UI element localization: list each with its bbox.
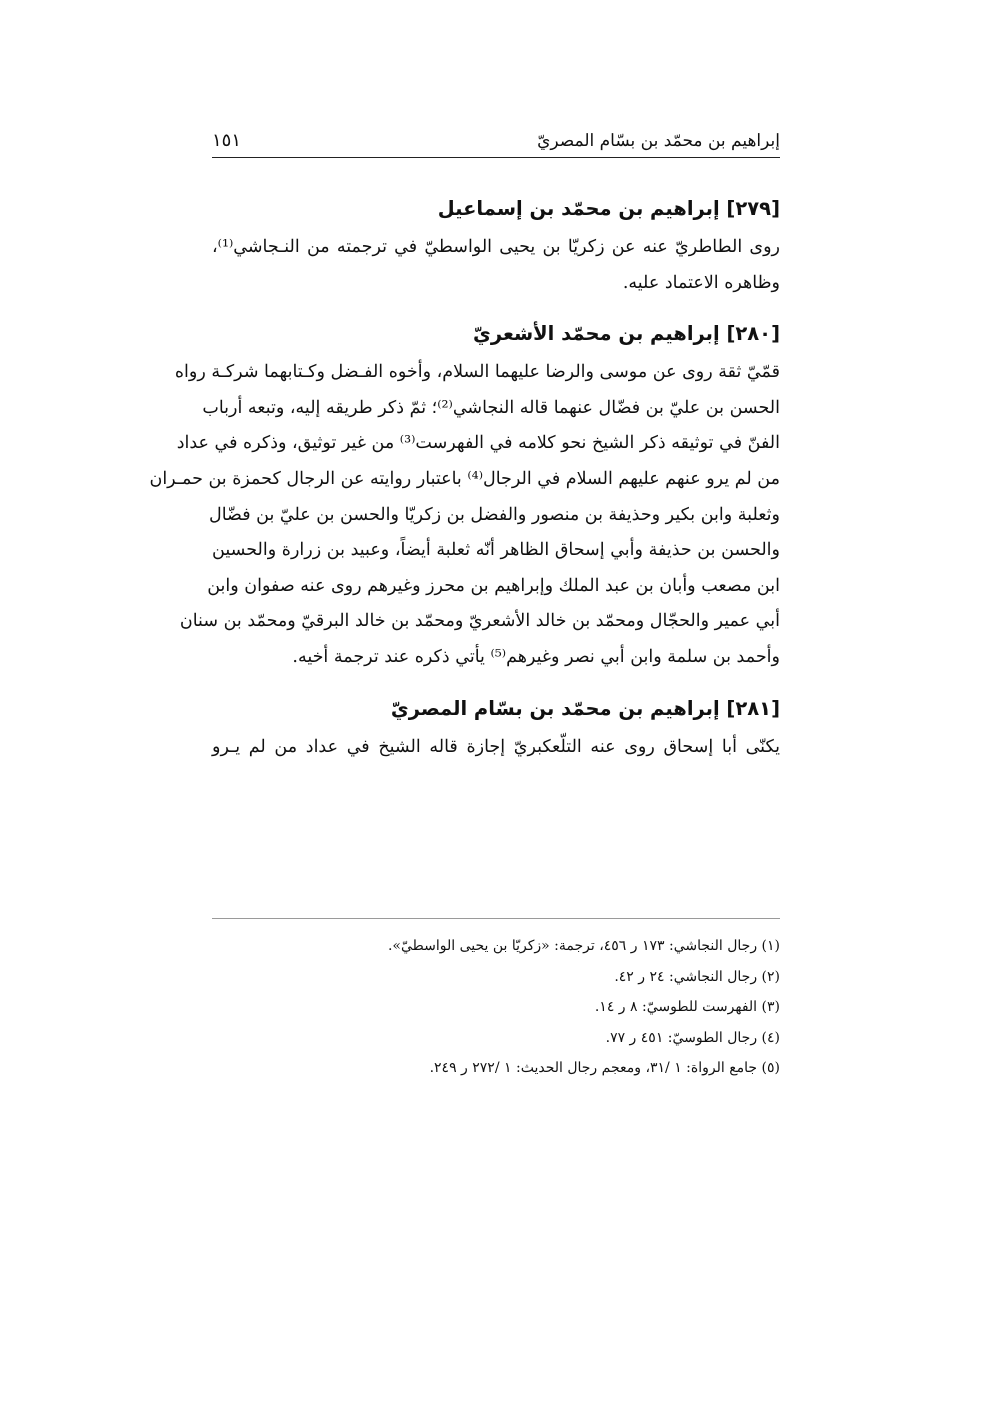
text-line: أبي عمير والحجّال ومحمّد بن خالد الأشعريّ ومحمّد بن خالد البرقيّ ومحمّد بن سنان xyxy=(179,611,780,632)
footnote-5: (٥) جامع الرواة: ١ /٣١، ومعجم رجال الحديث: ١ /٢٧٢ ر ٢٤٩. xyxy=(429,1060,780,1076)
entry-body-280 xyxy=(149,355,780,675)
text-line: الحسن بن عليّ بن فضّال عنهما قاله النجاشي⁽²⁾؛ ثمّ ذكر طريقه إليه، وتبعه أرباب xyxy=(202,397,780,418)
running-title: إبراهيم بن محمّد بن بسّام المصريّ xyxy=(537,131,780,151)
entry-title-280: [٢٨٠] إبراهيم بن محمّد الأشعريّ xyxy=(472,322,780,346)
page-header xyxy=(212,118,780,158)
footnote-2: (٢) رجال النجاشي: ٢٤ ر ٤٢. xyxy=(614,968,780,985)
text-line: قمّيّ ثقة روى عن موسى والرضا عليهما السلام، وأخوه الفـضل وكـتابهما شركـة رواه xyxy=(174,362,780,383)
main-text xyxy=(149,190,780,779)
text-line: روى الطاطريّ عنه عن زكريّا بن يحيى الواسطيّ في ترجمته من النـجاشي⁽¹⁾، xyxy=(212,237,780,257)
text-line: وظاهره الاعتماد عليه. xyxy=(622,272,780,293)
text-line: من لم يرو عنهم عليهم السلام في الرجال⁽⁴⁾ باعتبار روايته عن الرجال كحمزة بن حمـران xyxy=(149,468,780,489)
text-line: والحسن بن حذيفة وأبي إسحاق الظاهر أنّه ثعلبة أيضاً، وعبيد بن زرارة والحسين xyxy=(212,540,780,561)
footnote-4: (٤) رجال الطوسيّ: ٤٥١ ر ٧٧. xyxy=(605,1029,780,1046)
footnote-3: (٣) الفهرست للطوسيّ: ٨ ر ١٤. xyxy=(594,999,780,1015)
text-line: وأحمد بن سلمة وابن أبي نصر وغيرهم⁽⁵⁾ يأتي ذكره عند ترجمة أخيه. xyxy=(292,646,780,667)
text-line: يكنّى أبا إسحاق روى عنه التلّعكبريّ إجازة قاله الشيخ في عداد من لم يـرو xyxy=(212,736,780,757)
text-line: الفنّ في توثيقه ذكر الشيخ نحو كلامه في الفهرست⁽³⁾ من غير توثيق، وذكره في عداد xyxy=(176,433,780,454)
text-line: وثعلبة وابن بكير وحذيفة بن منصور والفضل بن زكريّا والحسن بن عليّ بن فضّال xyxy=(208,504,780,525)
footnote-1: (١) رجال النجاشي: ١٧٣ ر ٤٥٦، ترجمة: «زكريّا بن يحيى الواسطيّ». xyxy=(387,938,780,954)
footnotes xyxy=(212,918,780,1084)
text-line: ابن مصعب وأبان بن عبد الملك وإبراهيم بن محرز وغيرهم روى عنه صفوان وابن xyxy=(207,575,780,596)
entry-body-279 xyxy=(212,230,780,301)
entry-body-281 xyxy=(212,730,780,766)
entry-title-281: [٢٨١] إبراهيم بن محمّد بن بسّام المصريّ xyxy=(390,696,780,720)
page-number: ١٥١ xyxy=(212,130,242,151)
entry-title-279: [٢٧٩] إبراهيم بن محمّد بن إسماعيل xyxy=(437,197,780,220)
